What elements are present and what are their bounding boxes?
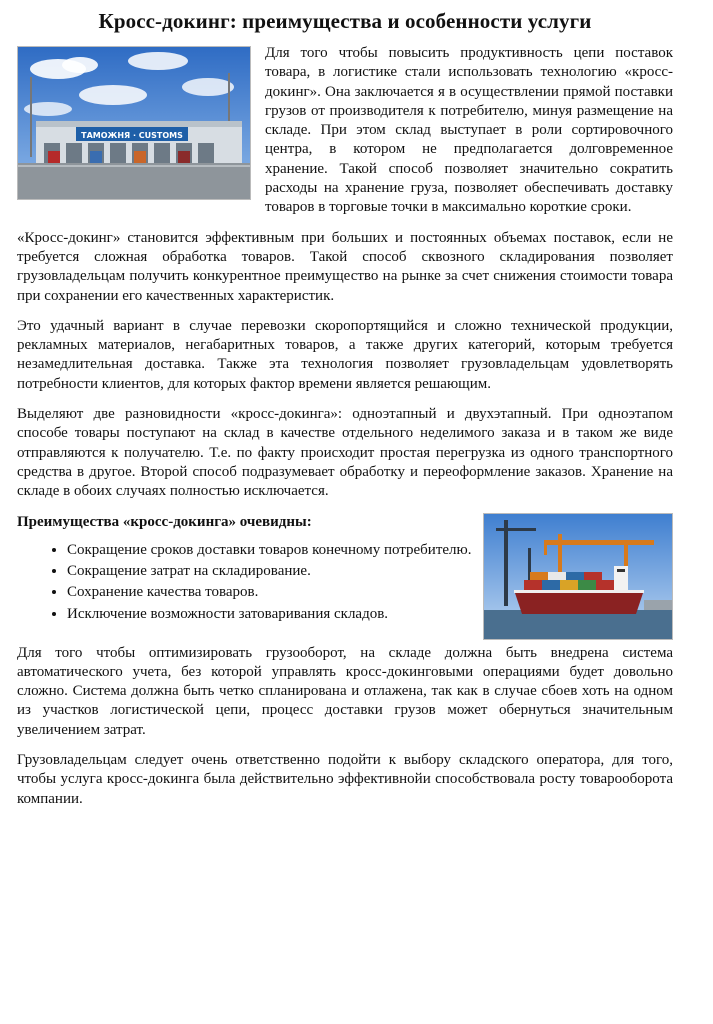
paragraph-types: Выделяют две разновидности «кросс-докинга»: одноэтапный и двухэтапный. При одноэтапом способе товары поступают на склад в качестве отдельного неделимого заказа и в таком же виде отправляются к получателю. Т.е. по факту происходит простая перегрузка из одного транспортного средства в другое. Второй способ подразумевает обработку и переоформление заказов. Хранение на складе в обоих случаях полностью исключается. xyxy=(17,406,673,500)
list-item: • Сохранение качества товаров. xyxy=(67,582,673,602)
list-item: • Сокращение сроков доставки товаров конечному потребителю. xyxy=(67,540,673,560)
list-item: • Сокращение затрат на складирование. xyxy=(67,561,673,581)
paragraph-operator: Грузовладельцам следует очень ответственно подойти к выбору складского оператора, для того, чтобы услуга кросс-докинга была действительно эффективнойи способствовала росту товарооборота компании. xyxy=(17,752,673,807)
paragraph-efficiency: «Кросс-докинг» становится эффективным при больших и постоянных объемах поставок, если не требуется сложная обработка товаров. Такой способ сквозного складирования позволяет грузовладельцам получить конкурентное преимущество на рынке за счет снижения стоимости товара при сохранении его качественных характеристик. xyxy=(17,229,673,304)
paragraph-automation: Для того чтобы оптимизировать грузооборот, на складе должна быть внедрена система автоматического учета, без которой управлять кросс-докинговыми операциями будет довольно сложно. Система должна быть четко спланирована и отлажена, так как в случае сбоев хоть на одном из участков логистической цепи, процесс доставки грузов может обернуться значительным увеличением затрат. xyxy=(17,644,673,738)
page-title: Кросс-докинг: преимущества и особенности услуги xyxy=(98,9,592,33)
list-item: • Исключение возможности затоваривания складов. xyxy=(67,604,673,624)
document-page xyxy=(17,8,673,820)
customs-terminal-photo xyxy=(17,46,251,200)
terminal-sign-text: ТАМОЖНЯ · CUSTOMS xyxy=(81,131,183,140)
paragraph-use-cases: Это удачный вариант в случае перевозки скоропортящийся и сложно технической продукции, рекламных материалов, негабаритных товаров, а также других категорий, которым требуется незамедлительная доставка. Также эта технология позволяет грузовладельцам удовлетворять потребности клиентов, для которых фактор времени является решающим. xyxy=(17,317,673,392)
paragraph-intro: Для того чтобы повысить продуктивность цепи поставок товара, в логистике стали использовать технологию «кросс-докинг». Она заключается я в осуществлении прямой поставки грузов от производителя к потребителю, минуя размещение на складе. При этом склад выступает в роли сортировочного центра, в котором не предполагается долговременное хранение. Такой способ позволяет значительно сократить расходы на хранение груза, позволяет обеспечивать доставку товаров в торговые точки в максимально короткие сроки. xyxy=(265,45,673,216)
container-port-photo xyxy=(483,513,673,640)
advantages-heading: Преимущества «кросс-докинга» очевидны: xyxy=(17,513,312,530)
